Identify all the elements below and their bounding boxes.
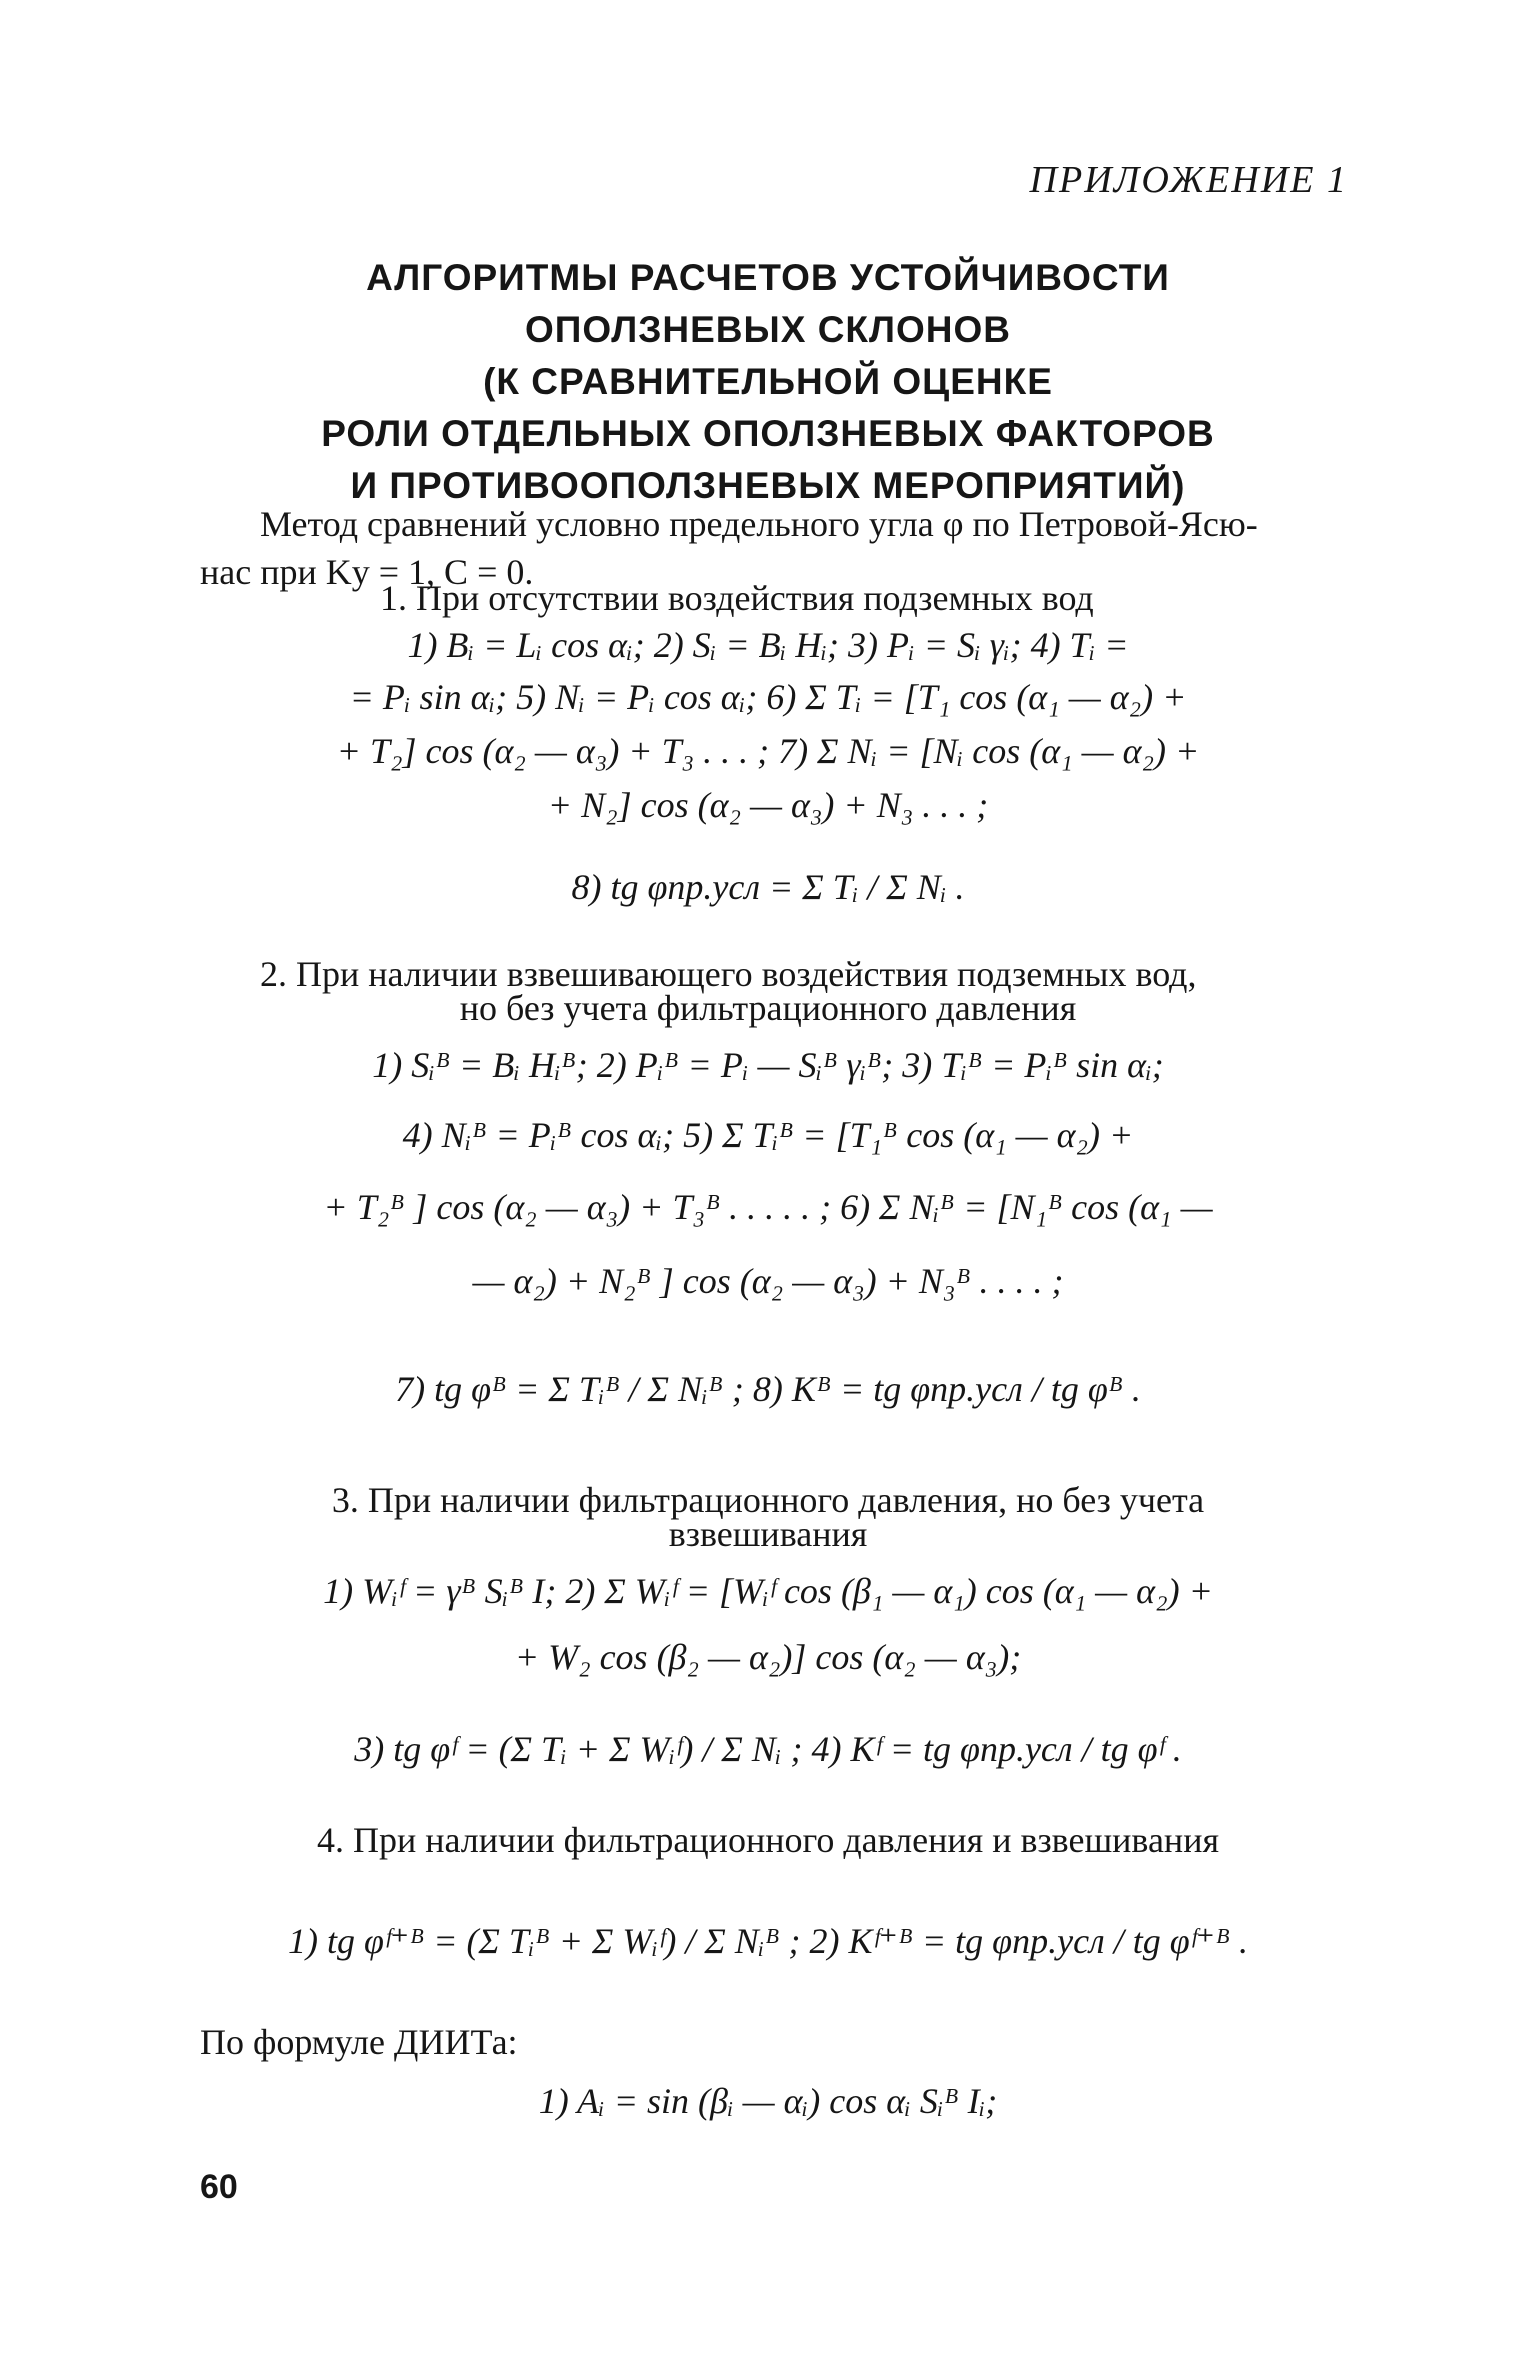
title-line: РОЛИ ОТДЕЛЬНЫХ ОПОЛЗНЕВЫХ ФАКТОРОВ	[321, 413, 1215, 454]
formula-line: 1) Wᵢᶠ = γᴮ Sᵢᴮ I; 2) Σ Wᵢᶠ = [Wᵢᶠ cos (β₁ — α₁) cos (α₁ — α₂) +	[323, 1571, 1213, 1611]
formula-line: 8) tg φпр.усл = Σ Tᵢ / Σ Nᵢ .	[571, 867, 965, 907]
title-line: ОПОЛЗНЕВЫХ СКЛОНОВ	[525, 309, 1011, 350]
formula-line: 1) Aᵢ = sin (βᵢ — αᵢ) cos αᵢ Sᵢᴮ Iᵢ;	[538, 2081, 998, 2121]
section-2-heading: 2. При наличии взвешивающего воздействия подземных вод,	[260, 954, 1197, 994]
section-4-heading: 4. При наличии фильтрационного давления и взвешивания	[316, 1820, 1220, 1860]
appendix-label: ПРИЛОЖЕНИЕ 1	[1029, 159, 1348, 201]
formula-line: + T₂ᴮ ] cos (α₂ — α₃) + T₃ᴮ . . . . . ; 6) Σ Nᵢᴮ = [N₁ᴮ cos (α₁ —	[323, 1187, 1213, 1227]
title-line: АЛГОРИТМЫ РАСЧЕТОВ УСТОЙЧИВОСТИ	[366, 257, 1170, 298]
title-line: И ПРОТИВООПОЛЗНЕВЫХ МЕРОПРИЯТИЙ)	[350, 465, 1186, 506]
formula-line: + T₂] cos (α₂ — α₃) + T₃ . . . ; 7) Σ Nᵢ = [Nᵢ cos (α₁ — α₂) +	[336, 731, 1200, 771]
formula-line: 1) Sᵢᴮ = Bᵢ Hᵢᴮ; 2) Pᵢᴮ = Pᵢ — Sᵢᴮ γᵢᴮ; 3) Tᵢᴮ = Pᵢᴮ sin αᵢ;	[372, 1045, 1164, 1085]
page-number: 60	[200, 2168, 238, 2206]
title-line: (К СРАВНИТЕЛЬНОЙ ОЦЕНКЕ	[483, 361, 1053, 402]
formula-line: 3) tg φᶠ = (Σ Tᵢ + Σ Wᵢᶠ) / Σ Nᵢ ; 4) Kᶠ = tg φпр.усл / tg φᶠ .	[354, 1729, 1182, 1769]
intro-line-1: Метод сравнений условно предельного угла φ по Петровой-Ясю-	[260, 504, 1258, 544]
formula-line: 1) Bᵢ = Lᵢ cos αᵢ; 2) Sᵢ = Bᵢ Hᵢ; 3) Pᵢ = Sᵢ γᵢ; 4) Tᵢ =	[407, 625, 1129, 665]
formula-line: — α₂) + N₂ᴮ ] cos (α₂ — α₃) + N₃ᴮ . . . . ;	[472, 1261, 1064, 1301]
formula-line: + N₂] cos (α₂ — α₃) + N₃ . . . ;	[547, 785, 989, 825]
section-3-heading: 3. При наличии фильтрационного давления, но без учета	[331, 1480, 1205, 1520]
formula-line: 7) tg φᴮ = Σ Tᵢᴮ / Σ Nᵢᴮ ; 8) Kᴮ = tg φпр.усл / tg φᴮ .	[395, 1369, 1141, 1409]
page-title	[0, 252, 1536, 512]
formula-line: 4) Nᵢᴮ = Pᵢᴮ cos αᵢ; 5) Σ Tᵢᴮ = [T₁ᴮ cos (α₁ — α₂) +	[402, 1115, 1134, 1155]
section-2-heading-cont: но без учета фильтрационного давления	[459, 988, 1077, 1028]
formula-line: = Pᵢ sin αᵢ; 5) Nᵢ = Pᵢ cos αᵢ; 6) Σ Tᵢ = [T₁ cos (α₁ — α₂) +	[349, 677, 1187, 717]
diit-label: По формуле ДИИТа:	[200, 2022, 518, 2062]
section-1-heading: 1. При отсутствии воздействия подземных вод	[380, 578, 1094, 618]
formula-line: 1) tg φᶠ⁺ᴮ = (Σ Tᵢᴮ + Σ Wᵢᶠ) / Σ Nᵢᴮ ; 2) Kᶠ⁺ᴮ = tg φпр.усл / tg φᶠ⁺ᴮ .	[287, 1921, 1249, 1961]
section-3-heading-cont: взвешивания	[668, 1514, 868, 1554]
formula-line: + W₂ cos (β₂ — α₂)] cos (α₂ — α₃);	[514, 1637, 1022, 1677]
intro-line-2: нас при Kу = 1, C = 0.	[200, 552, 534, 592]
